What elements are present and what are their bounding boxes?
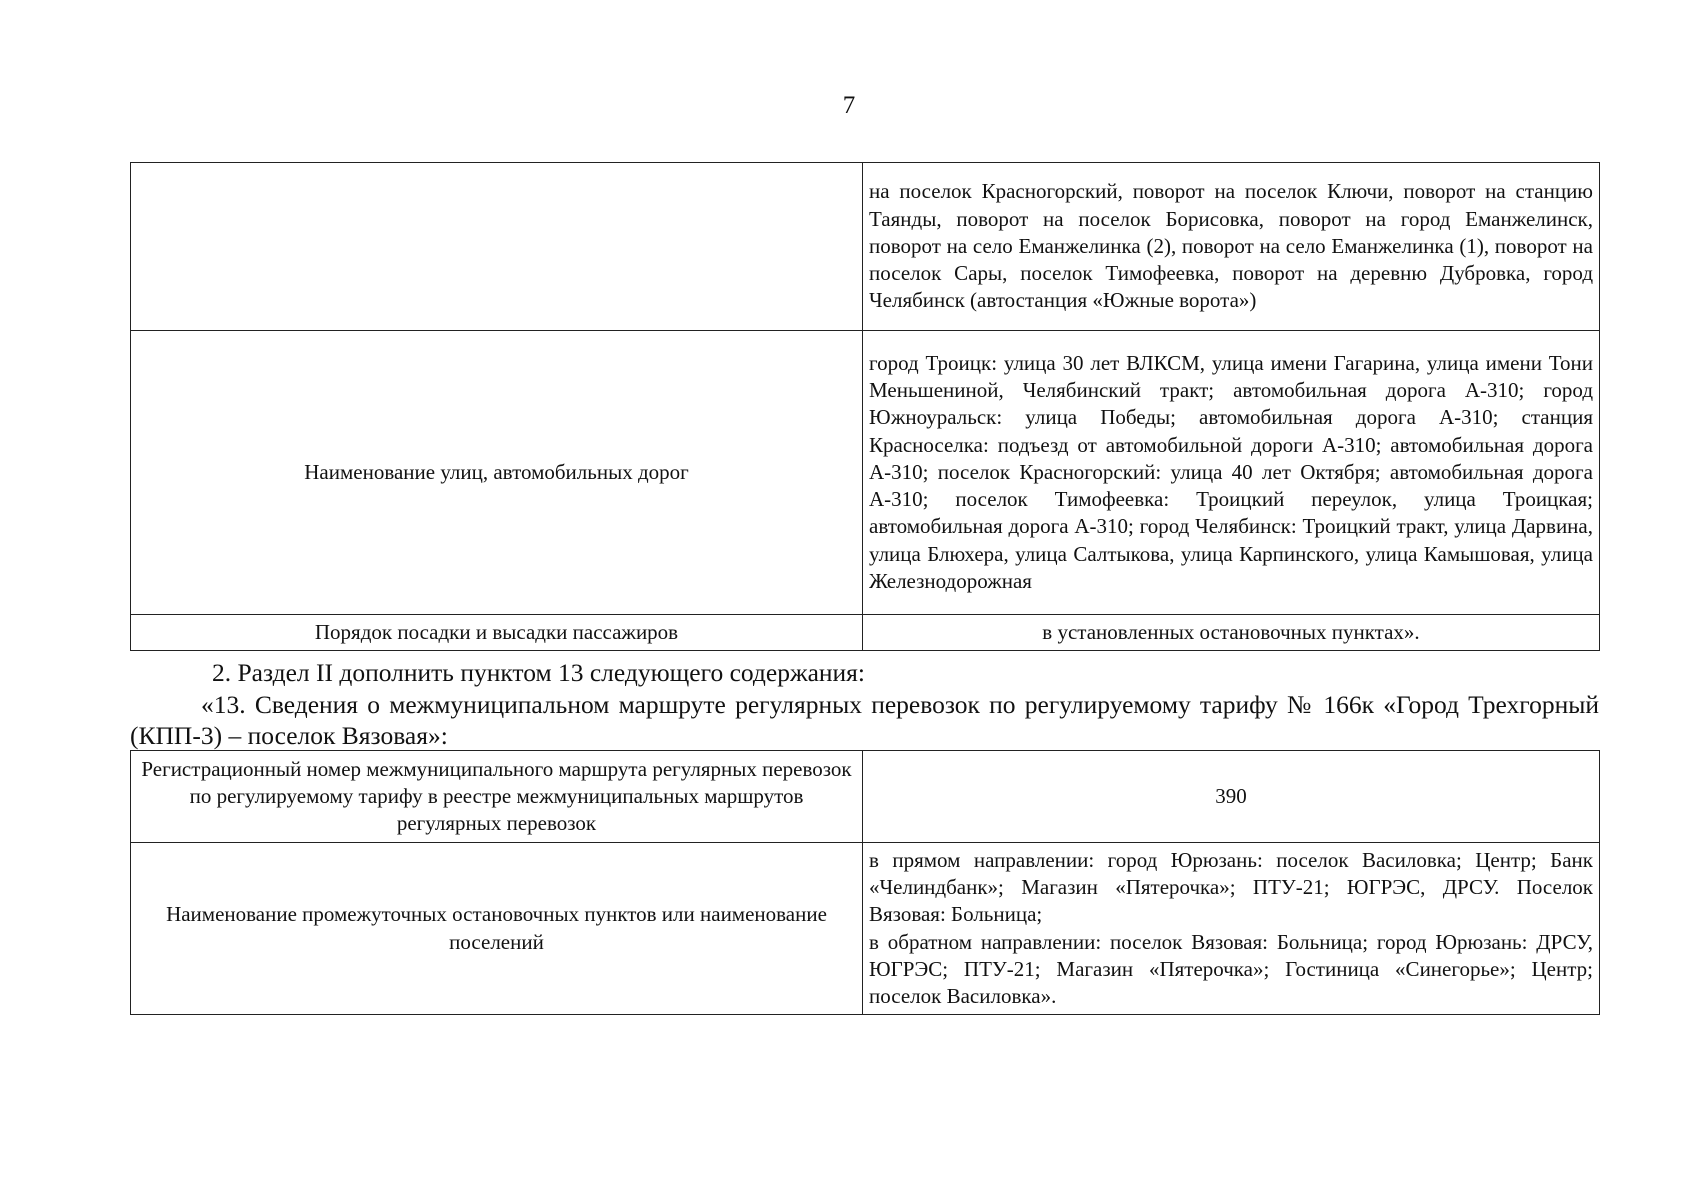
table-cell-label: [131, 163, 863, 331]
table-row: [131, 751, 1600, 843]
table-cell-label: Порядок посадки и высадки пассажиров: [131, 615, 863, 651]
page-number: 7: [842, 92, 856, 119]
amendment-paragraph: 2. Раздел II дополнить пунктом 13 следующего содержания:: [212, 658, 865, 687]
table-cell-value: город Троицк: улица 30 лет ВЛКСМ, улица имени Гагарина, улица имени Тони Меньшениной, Челябинский тракт; автомобильная дорога А-310; город Южноуральск: улица Победы; автомобильная дорога А-310; станция Красноселка: подъезд от автомобильной дороги А-310; автомобильная дорога А-310; поселок Красногорский: улица 40 лет Октября; автомобильная дорога А-310; поселок Тимофеевка: Троицкий переулок, улица Троицкая; автомобильная дорога А-310; город Челябинск: Троицкий тракт, улица Дарвина, улица Блюхера, улица Салтыкова, улица Карпинского, улица Камышовая, улица Железнодорожная: [863, 331, 1600, 615]
table-cell-value: в установленных остановочных пунктах».: [863, 615, 1600, 651]
table-row: [131, 331, 1600, 615]
table-row: [131, 843, 1600, 1015]
route-info-table-continued: [130, 162, 1600, 651]
route-heading-paragraph: «13. Сведения о межмуниципальном маршруте регулярных перевозок по регулируемому тарифу № 166к «Город Трехгорный (КПП-3) – поселок Вязовая»:: [130, 690, 1599, 750]
table-row: [131, 163, 1600, 331]
table-cell-label: Наименование промежуточных остановочных пунктов или наименование поселений: [131, 843, 863, 1015]
table-cell-value: в прямом направлении: город Юрюзань: поселок Василовка; Центр; Банк «Челиндбанк»; Магазин «Пятерочка»; ПТУ-21; ЮГРЭС, ДРСУ. Поселок Вязовая: Больница; в обратном направлении: поселок Вязовая: Больница; город Юрюзань: ДРСУ, ЮГРЭС; ПТУ-21; Магазин «Пятерочка»; Гостиница «Синегорье»; Центр; поселок Василовка».: [863, 843, 1600, 1015]
table-cell-value: на поселок Красногорский, поворот на поселок Ключи, поворот на станцию Таянды, поворот на поселок Борисовка, поворот на город Еманжелинск, поворот на село Еманжелинка (2), поворот на село Еманжелинка (1), поворот на поселок Сары, поселок Тимофеевка, поворот на деревню Дубровка, город Челябинск (автостанция «Южные ворота»): [863, 163, 1600, 331]
table-cell-value: 390: [863, 751, 1600, 843]
table-row: [131, 615, 1600, 651]
table-cell-label: Регистрационный номер межмуниципального маршрута регулярных перевозок по регулируемому тарифу в реестре межмуниципальных маршрутов регулярных перевозок: [131, 751, 863, 843]
route-166k-table: [130, 750, 1600, 1015]
table-cell-label: Наименование улиц, автомобильных дорог: [131, 331, 863, 615]
